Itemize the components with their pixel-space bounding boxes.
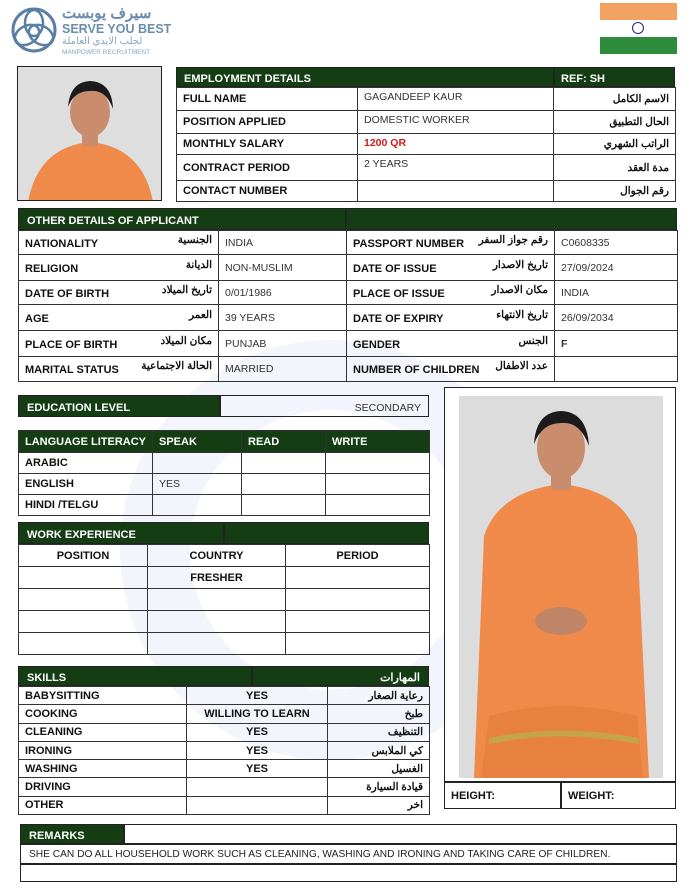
skill-name-arabic: كي الملابس [328, 741, 430, 759]
work-row [19, 611, 430, 633]
skill-name-arabic: التنظيف [328, 723, 430, 741]
detail-label-arabic: الجنسية [177, 233, 212, 246]
logo-arabic-subtitle: لجلب الايدي العاملة [62, 36, 143, 47]
detail-value-2: 27/09/2024 [555, 255, 678, 281]
detail-label: AGE [25, 312, 49, 325]
detail-value: 0/01/1986 [219, 281, 347, 305]
detail-label-cell [19, 305, 219, 331]
detail-label-cell-2 [347, 255, 555, 281]
contact-number-value [358, 181, 554, 202]
language-row [19, 453, 430, 474]
speak-header: SPEAK [153, 431, 242, 453]
language-level [326, 495, 430, 516]
logo-emblem-icon [10, 6, 58, 54]
detail-label-2: PLACE OF ISSUE [353, 287, 445, 300]
detail-label-cell [19, 331, 219, 357]
detail-label-arabic: العمر [188, 308, 212, 321]
ref-label: REF: SH [554, 67, 675, 87]
work-cell: FRESHER [148, 567, 286, 589]
detail-label-2: GENDER [353, 338, 401, 351]
other-details-header-right [346, 208, 677, 230]
detail-label-cell-2 [347, 305, 555, 331]
skill-value: YES [187, 741, 328, 759]
detail-label: MARITAL STATUS [25, 364, 119, 376]
language-level [153, 495, 242, 516]
skill-row [19, 778, 430, 796]
detail-label-cell [19, 231, 219, 255]
detail-label-arabic-2: مكان الاصدار [491, 283, 548, 296]
remarks-text: SHE CAN DO ALL HOUSEHOLD WORK SUCH AS CLEANING, WASHING AND IRONING AND TAKING CARE OF CHILDREN. [20, 844, 677, 864]
work-experience-header: WORK EXPERIENCE [18, 522, 224, 544]
logo-arabic-name: سيرف يوبست [62, 5, 152, 22]
language-level [326, 474, 430, 495]
monthly-salary-value: 1200 QR [358, 134, 554, 155]
detail-label-cell-2 [347, 281, 555, 305]
detail-label-arabic-2: عدد الاطفال [495, 360, 548, 372]
detail-label-arabic: مكان الميلاد [160, 334, 212, 347]
detail-label: RELIGION [25, 262, 79, 275]
work-cell [286, 589, 430, 611]
detail-label-arabic-2: تاريخ الانتهاء [496, 308, 548, 321]
skill-row [19, 760, 430, 778]
skill-name: CLEANING [19, 723, 187, 741]
monthly-salary-arabic: الراتب الشهري [554, 134, 676, 155]
skill-name-arabic: طبخ [328, 705, 430, 723]
language-level [326, 453, 430, 474]
language-name: ENGLISH [19, 474, 153, 495]
skill-value [187, 796, 328, 814]
detail-value-2: 26/09/2034 [555, 305, 678, 331]
remarks-header: REMARKS [20, 824, 124, 844]
detail-row [19, 331, 678, 357]
detail-label: NATIONALITY [25, 237, 99, 250]
skill-name: WASHING [19, 760, 187, 778]
work-cell [148, 589, 286, 611]
detail-value-2 [555, 357, 678, 382]
work-cell [286, 633, 430, 655]
skill-row [19, 705, 430, 723]
position-applied-label: POSITION APPLIED [177, 111, 358, 134]
logo-subtitle: MANPOWER RECRUITMENT [62, 49, 151, 56]
skill-name-arabic: قيادة السيارة [328, 778, 430, 796]
skill-row [19, 723, 430, 741]
skill-name: COOKING [19, 705, 187, 723]
skill-name: IRONING [19, 741, 187, 759]
detail-value-2: C0608335 [555, 231, 678, 255]
detail-value: INDIA [219, 231, 347, 255]
detail-label-arabic: الحالة الاجتماعية [141, 360, 212, 372]
skill-value: YES [187, 723, 328, 741]
employment-table [176, 87, 676, 202]
other-details-table [18, 230, 678, 382]
work-row [19, 589, 430, 611]
detail-label-cell-2 [347, 231, 555, 255]
logo-english-name: SERVE YOU BEST [62, 22, 172, 36]
skill-name-arabic: الغسيل [328, 760, 430, 778]
contact-number-label: CONTACT NUMBER [177, 181, 358, 202]
contract-period-arabic: مدة العقد [554, 155, 676, 181]
detail-label-arabic-2: تاريخ الاصدار [492, 258, 548, 271]
education-label: EDUCATION LEVEL [18, 395, 220, 417]
position-applied-value: DOMESTIC WORKER [358, 111, 554, 134]
skills-header: SKILLS [18, 666, 252, 686]
detail-label-cell [19, 255, 219, 281]
skill-name-arabic: رعاية الصغار [328, 687, 430, 705]
monthly-salary-label: MONTHLY SALARY [177, 134, 358, 155]
detail-label-cell-2 [347, 331, 555, 357]
work-cell [148, 633, 286, 655]
skill-value: YES [187, 760, 328, 778]
skill-row [19, 741, 430, 759]
detail-label-cell-2 [347, 357, 555, 382]
education-value: SECONDARY [220, 395, 429, 417]
work-row [19, 633, 430, 655]
detail-label-2: PASSPORT NUMBER [353, 237, 465, 250]
detail-value: PUNJAB [219, 331, 347, 357]
language-row [19, 495, 430, 516]
detail-label-2: DATE OF ISSUE [353, 262, 437, 275]
language-level [242, 495, 326, 516]
work-cell [148, 611, 286, 633]
detail-label-arabic-2: رقم جواز السفر [478, 233, 548, 246]
skills-table [18, 686, 430, 815]
detail-label-arabic: تاريخ الميلاد [161, 283, 212, 296]
language-row [19, 474, 430, 495]
detail-label-2: NUMBER OF CHILDREN [353, 364, 480, 376]
full-name-arabic: الاسم الكامل [554, 88, 676, 111]
skill-row [19, 687, 430, 705]
write-header: WRITE [326, 431, 430, 453]
work-cell [19, 633, 148, 655]
detail-value: 39 YEARS [219, 305, 347, 331]
remarks-header-right [124, 824, 677, 844]
language-name: HINDI /TELGU [19, 495, 153, 516]
position-header: POSITION [19, 545, 148, 567]
detail-label-cell [19, 357, 219, 382]
employment-details-header: EMPLOYMENT DETAILS [176, 67, 554, 87]
language-table [18, 430, 430, 516]
detail-label-cell [19, 281, 219, 305]
detail-row [19, 357, 678, 382]
detail-value-2: INDIA [555, 281, 678, 305]
contract-period-value: 2 YEARS [358, 155, 554, 181]
detail-label: DATE OF BIRTH [25, 287, 110, 300]
applicant-photo-full [444, 387, 676, 782]
work-cell [286, 567, 430, 589]
skills-header-arabic: المهارات [252, 666, 429, 686]
full-name-label: FULL NAME [177, 88, 358, 111]
work-cell [19, 567, 148, 589]
skill-value [187, 778, 328, 796]
detail-row [19, 255, 678, 281]
detail-label-2: DATE OF EXPIRY [353, 312, 444, 325]
work-row [19, 567, 430, 589]
work-cell [286, 611, 430, 633]
detail-value: NON-MUSLIM [219, 255, 347, 281]
skill-value: WILLING TO LEARN [187, 705, 328, 723]
contract-period-label: CONTRACT PERIOD [177, 155, 358, 181]
weight-label: WEIGHT: [561, 782, 676, 809]
india-flag-icon [600, 3, 677, 54]
detail-row [19, 281, 678, 305]
skill-row [19, 796, 430, 814]
work-cell [19, 589, 148, 611]
work-experience-header-right [224, 522, 429, 544]
full-name-value: GAGANDEEP KAUR [358, 88, 554, 111]
applicant-photo-small [17, 66, 162, 201]
language-level: YES [153, 474, 242, 495]
read-header: READ [242, 431, 326, 453]
language-level [242, 453, 326, 474]
work-experience-table [18, 544, 430, 655]
detail-label-arabic: الديانة [185, 258, 212, 271]
skill-name-arabic: اخر [328, 796, 430, 814]
detail-label: PLACE OF BIRTH [25, 338, 118, 351]
other-details-header: OTHER DETAILS OF APPLICANT [18, 208, 346, 230]
detail-row [19, 305, 678, 331]
language-level [242, 474, 326, 495]
detail-label-arabic-2: الجنس [518, 334, 548, 347]
skill-value: YES [187, 687, 328, 705]
language-header: LANGUAGE LITERACY [19, 431, 153, 453]
height-label: HEIGHT: [444, 782, 561, 809]
logo [10, 4, 210, 60]
position-applied-arabic: الحال التطبيق [554, 111, 676, 134]
country-header: COUNTRY [148, 545, 286, 567]
language-name: ARABIC [19, 453, 153, 474]
skill-name: OTHER [19, 796, 187, 814]
work-cell [19, 611, 148, 633]
detail-row [19, 231, 678, 255]
remarks-blank-row [20, 864, 677, 882]
detail-value-2: F [555, 331, 678, 357]
skill-name: BABYSITTING [19, 687, 187, 705]
contact-number-arabic: رقم الجوال [554, 181, 676, 202]
period-header: PERIOD [286, 545, 430, 567]
skill-name: DRIVING [19, 778, 187, 796]
language-level [153, 453, 242, 474]
detail-value: MARRIED [219, 357, 347, 382]
